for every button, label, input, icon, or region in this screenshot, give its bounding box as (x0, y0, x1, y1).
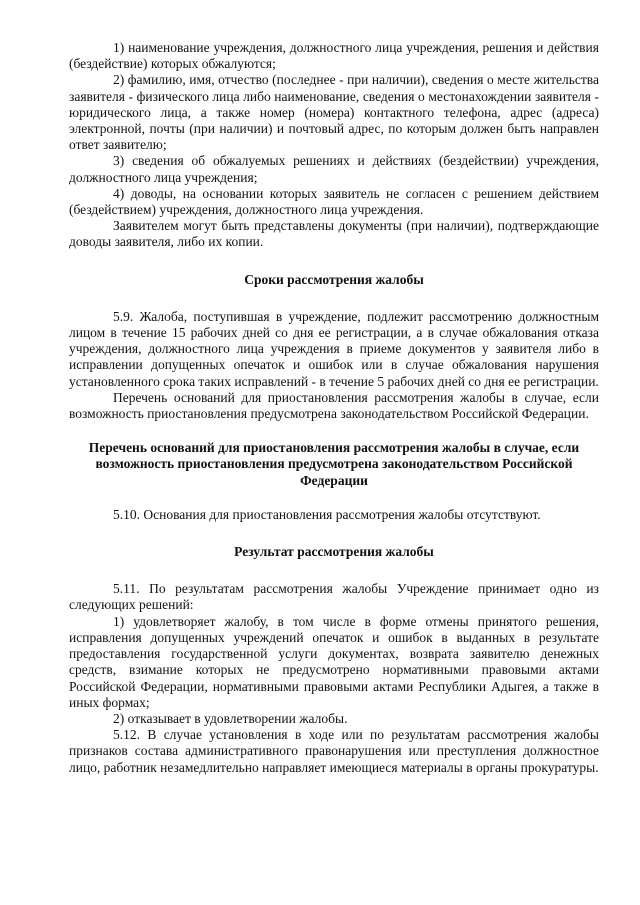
paragraph-5-9: 5.9. Жалоба, поступившая в учреждение, подлежит рассмотрению должностным лицом в течение 15 рабочих дней со дня ее регистрации, а в случае обжалования отказа учреждения, должностного лица учреждения в приеме документов у заявителя либо в исправлении допущенных опечаток и ошибок или в случае обжалования нарушения установленного срока таких исправлений - в течение 5 рабочих дней со дня ее регистрации. (69, 308, 599, 389)
section-heading-terms: Сроки рассмотрения жалобы (244, 271, 424, 287)
section-heading-result: Результат рассмотрения жалобы (234, 544, 434, 560)
paragraph-documents: Заявителем могут быть представлены документы (при наличии), подтверждающие доводы заявителя, либо их копии. (69, 218, 599, 250)
spacer (69, 422, 599, 440)
paragraph-item-1: 1) наименование учреждения, должностного лица учреждения, решения и действия (бездействие) которых обжалуются; (69, 40, 599, 72)
paragraph-item-2: 2) фамилию, имя, отчество (последнее - при наличии), сведения о месте жительства заявителя - физического лица либо наименование, сведения о местонахождении заявителя - юридического лица, а также номер (номера) контактного телефона, адрес (адреса) электронной, почты (при наличии) и почтовый адрес, по которым должен быть направлен ответ заявителю; (69, 72, 599, 153)
spacer (69, 489, 599, 507)
paragraph-item-4: 4) доводы, на основании которых заявитель не согласен с решением действием (бездействием) учреждения, должностного лица учреждения. (69, 185, 599, 218)
spacer (69, 523, 599, 544)
paragraph-5-11: 5.11. По результатам рассмотрения жалобы Учреждение принимает одно из следующих решений: (69, 581, 599, 613)
paragraph-5-12: 5.12. В случае установления в ходе или по результатам рассмотрения жалобы признаков состава административного правонарушения или преступления должностное лицо, работник незамедлительно направляет имеющиеся материалы в органы прокуратуры. (69, 727, 599, 775)
paragraph-suspension-list: Перечень оснований для приостановления рассмотрения жалобы в случае, если возможность приостановления предусмотрена законодательством Российской Федерации. (69, 389, 599, 422)
spacer (69, 560, 599, 581)
paragraph-5-10: 5.10. Основания для приостановления рассмотрения жалобы отсутствуют. (113, 506, 541, 522)
paragraph-item-3: 3) сведения об обжалуемых решениях и действиях (бездействии) учреждения, должностного лица учреждения; (69, 153, 599, 185)
paragraph-decision-2: 2) отказывает в удовлетворении жалобы. (113, 710, 348, 726)
spacer (69, 251, 599, 272)
spacer (69, 288, 599, 309)
paragraph-decision-1: 1) удовлетворяет жалобу, в том числе в форме отмены принятого решения, исправления допущенных учреждений опечаток и ошибок в выданных в результате предоставления государственной услуги документах, возврата заявителю денежных средств, взимание которых не предусмотрено нормативными правовыми актами Российской Федерации, нормативными правовыми актами Республики Адыгея, а также в иных формах; (69, 613, 599, 710)
section-heading-suspension: Перечень оснований для приостановления рассмотрения жалобы в случае, если возможность приостановления предусмотрена законодательством Российской Федерации (88, 440, 580, 488)
